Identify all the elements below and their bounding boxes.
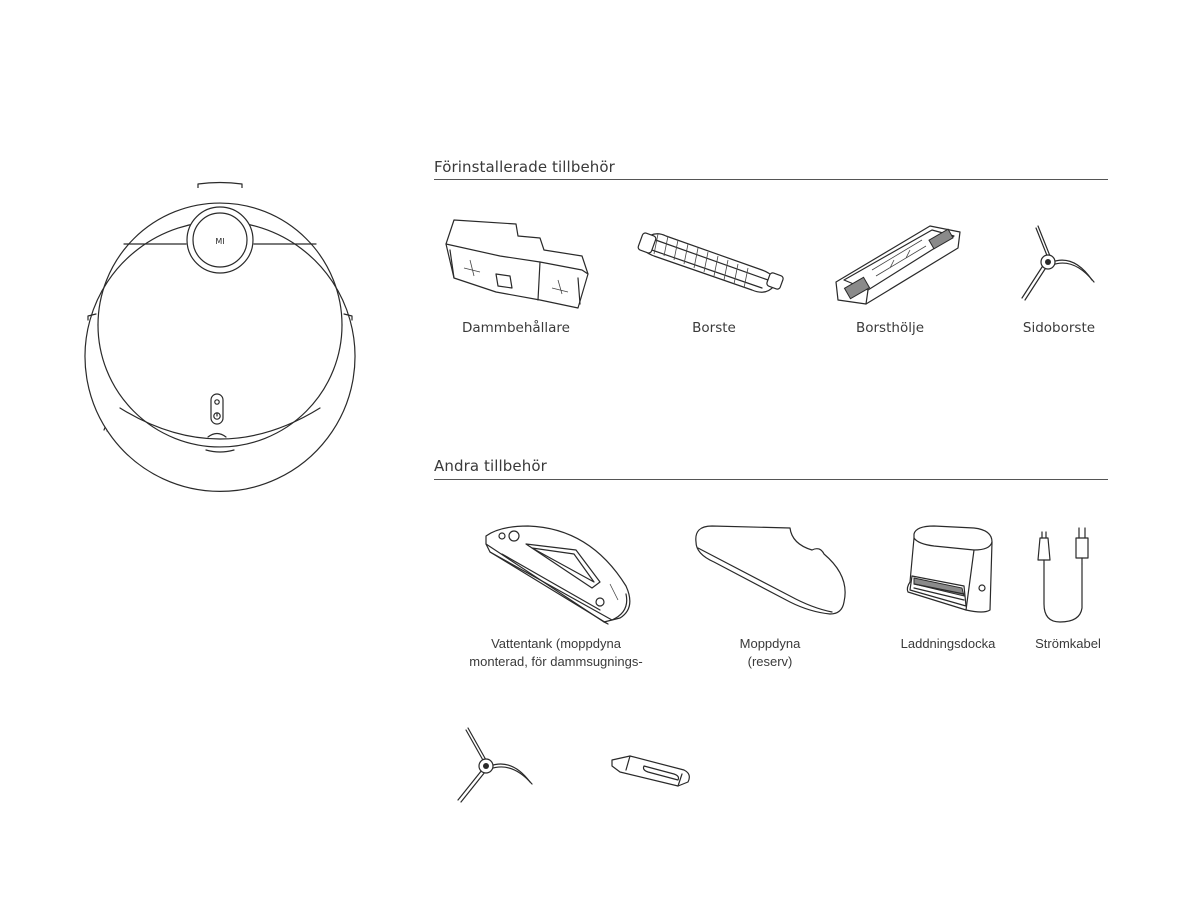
mop-pad-label-line2: (reserv) xyxy=(747,654,793,669)
item-label-charging-dock: Laddningsdocka xyxy=(900,636,996,651)
item-label-power-cable: Strömkabel xyxy=(1035,636,1101,651)
item-label-water-tank xyxy=(446,635,666,671)
charging-dock-icon xyxy=(904,524,994,616)
water-tank-label-line1: Vattentank (moppdyna xyxy=(491,636,621,651)
item-label-dust-bin: Dammbehållare xyxy=(461,320,570,336)
other-section-title: Andra tillbehör xyxy=(434,457,547,475)
mop-pad-icon xyxy=(694,524,850,616)
robot-vacuum-illustration xyxy=(80,180,370,465)
preinstalled-divider xyxy=(434,179,1108,180)
item-label-mop-pad xyxy=(700,635,840,671)
cleaning-tool-icon xyxy=(610,752,692,788)
other-divider xyxy=(434,479,1108,480)
mop-pad-label-line1: Moppdyna xyxy=(739,636,801,651)
main-brush-icon xyxy=(636,226,786,296)
item-label-brush-cover: Borsthölje xyxy=(855,320,925,336)
water-tank-icon xyxy=(480,524,640,626)
robot-logo: MI xyxy=(215,237,225,246)
brush-cover-icon xyxy=(832,220,964,308)
dust-bin-icon xyxy=(440,214,592,312)
item-label-side-brush: Sidoborste xyxy=(1022,320,1096,336)
power-cable-icon xyxy=(1030,524,1096,626)
item-label-main-brush: Borste xyxy=(692,320,736,336)
water-tank-label-line2: monterad, för dammsugnings- xyxy=(469,654,643,669)
preinstalled-section-title: Förinstallerade tillbehör xyxy=(434,158,615,176)
side-brush-icon xyxy=(454,728,538,808)
side-brush-icon xyxy=(1016,224,1100,304)
